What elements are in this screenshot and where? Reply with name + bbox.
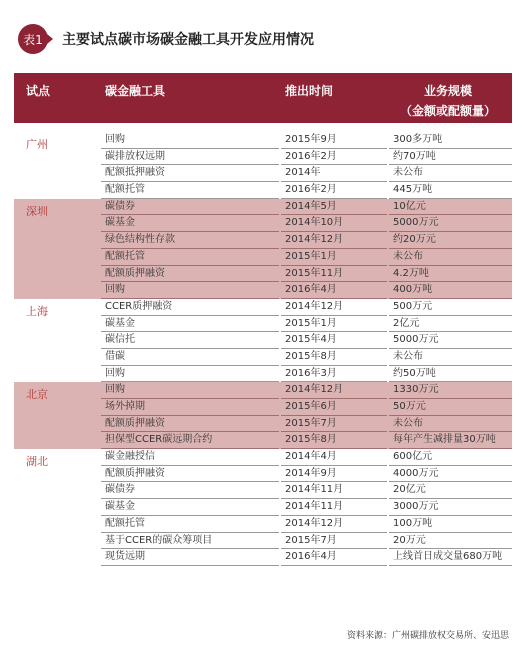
header-city: 试点	[26, 84, 51, 98]
scale-cell: 约20万元	[389, 232, 512, 249]
scale-cell: 未公布	[389, 165, 512, 182]
table-row	[14, 215, 512, 232]
time-cell: 2014年10月	[281, 215, 387, 232]
time-cell: 2016年4月	[281, 549, 387, 566]
tool-cell: 碳基金	[101, 499, 279, 516]
time-cell: 2015年8月	[281, 349, 387, 366]
scale-cell: 4.2万吨	[389, 266, 512, 283]
time-cell: 2015年4月	[281, 332, 387, 349]
table-row	[14, 182, 512, 199]
scale-cell: 未公布	[389, 349, 512, 366]
time-cell: 2014年4月	[281, 449, 387, 466]
scale-cell: 300多万吨	[389, 132, 512, 149]
table-row	[14, 416, 512, 433]
header-scale-line1: 业务规模	[423, 84, 472, 98]
table-row	[14, 299, 512, 316]
time-cell: 2015年7月	[281, 533, 387, 550]
tool-cell: 借碳	[101, 349, 279, 366]
scale-cell: 每年产生减排量30万吨	[389, 432, 512, 449]
time-cell: 2014年9月	[281, 466, 387, 483]
scale-cell: 600亿元	[389, 449, 512, 466]
scale-cell: 4000万元	[389, 466, 512, 483]
tool-cell: 碳基金	[101, 316, 279, 333]
time-cell: 2014年12月	[281, 516, 387, 533]
tool-cell: 碳基金	[101, 215, 279, 232]
time-cell: 2016年4月	[281, 282, 387, 299]
header-time: 推出时间	[285, 84, 334, 98]
table-header	[14, 73, 512, 123]
time-cell: 2014年12月	[281, 232, 387, 249]
scale-cell: 未公布	[389, 416, 512, 433]
tool-cell: 碳金融授信	[101, 449, 279, 466]
city-group	[14, 132, 512, 199]
table-row	[14, 249, 512, 266]
table-row	[14, 132, 512, 149]
tool-cell: 基于CCER的碳众筹项目	[101, 533, 279, 550]
scale-cell: 20万元	[389, 533, 512, 550]
time-cell: 2015年1月	[281, 316, 387, 333]
scale-cell: 5000万元	[389, 215, 512, 232]
time-cell: 2014年	[281, 165, 387, 182]
table-row	[14, 499, 512, 516]
tool-cell: 回购	[101, 282, 279, 299]
scale-cell: 10亿元	[389, 199, 512, 216]
time-cell: 2016年2月	[281, 149, 387, 166]
tool-cell: 配额托管	[101, 182, 279, 199]
tool-cell: 配额质押融资	[101, 416, 279, 433]
city-group	[14, 382, 512, 449]
city-label: 深圳	[26, 204, 48, 218]
table-row	[14, 232, 512, 249]
tool-cell: 担保型CCER碳远期合约	[101, 432, 279, 449]
table-row	[14, 533, 512, 550]
time-cell: 2014年12月	[281, 382, 387, 399]
tool-cell: 回购	[101, 366, 279, 383]
time-cell: 2015年11月	[281, 266, 387, 283]
scale-cell: 445万吨	[389, 182, 512, 199]
time-cell: 2015年8月	[281, 432, 387, 449]
table-row	[14, 316, 512, 333]
scale-cell: 50万元	[389, 399, 512, 416]
scale-cell: 100万吨	[389, 516, 512, 533]
city-label: 广州	[26, 138, 48, 151]
scale-cell: 约70万吨	[389, 149, 512, 166]
time-cell: 2015年1月	[281, 249, 387, 266]
scale-cell: 500万元	[389, 299, 512, 316]
tool-cell: 配额质押融资	[101, 266, 279, 283]
time-cell: 2014年11月	[281, 499, 387, 516]
table-row	[14, 349, 512, 366]
table-row	[14, 449, 512, 466]
tool-cell: 绿色结构性存款	[101, 232, 279, 249]
scale-cell: 2亿元	[389, 316, 512, 333]
tool-cell: 配额托管	[101, 249, 279, 266]
city-label: 湖北	[26, 455, 48, 469]
time-cell: 2015年9月	[281, 132, 387, 149]
time-cell: 2015年7月	[281, 416, 387, 433]
table-row	[14, 399, 512, 416]
tool-cell: 配额托管	[101, 516, 279, 533]
scale-cell: 未公布	[389, 249, 512, 266]
table-caption	[18, 24, 314, 54]
tool-cell: 回购	[101, 382, 279, 399]
tool-cell: 回购	[101, 132, 279, 149]
tool-cell: 碳债券	[101, 199, 279, 216]
tool-cell: 碳债券	[101, 482, 279, 499]
tool-cell: 场外掉期	[101, 399, 279, 416]
table-row	[14, 332, 512, 349]
table-row	[14, 482, 512, 499]
scale-cell: 5000万元	[389, 332, 512, 349]
table-row	[14, 266, 512, 283]
time-cell: 2014年11月	[281, 482, 387, 499]
tool-cell: 配额质押融资	[101, 466, 279, 483]
scale-cell: 约50万吨	[389, 366, 512, 383]
city-label: 上海	[26, 304, 48, 318]
table-row	[14, 432, 512, 449]
table-row	[14, 149, 512, 166]
header-scale-line2: （金额或配额量）	[399, 104, 496, 118]
table-title: 主要试点碳市场碳金融工具开发应用情况	[62, 32, 314, 48]
table-row	[14, 282, 512, 299]
table-body	[14, 132, 512, 566]
header-scale	[393, 82, 503, 119]
tool-cell: CCER质押融资	[101, 299, 279, 316]
city-group	[14, 449, 512, 566]
city-label: 北京	[26, 388, 48, 402]
table-row	[14, 366, 512, 383]
time-cell: 2014年12月	[281, 299, 387, 316]
scale-cell: 上线首日成交量680万吨	[389, 549, 512, 566]
tool-cell: 现货远期	[101, 549, 279, 566]
tool-cell: 碳信托	[101, 332, 279, 349]
time-cell: 2016年3月	[281, 366, 387, 383]
tool-cell: 配额抵押融资	[101, 165, 279, 182]
city-group	[14, 299, 512, 382]
table-row	[14, 382, 512, 399]
table-row	[14, 466, 512, 483]
scale-cell: 20亿元	[389, 482, 512, 499]
scale-cell: 400万吨	[389, 282, 512, 299]
time-cell: 2015年6月	[281, 399, 387, 416]
table-row	[14, 165, 512, 182]
scale-cell: 3000万元	[389, 499, 512, 516]
table-row	[14, 549, 512, 566]
time-cell: 2014年5月	[281, 199, 387, 216]
tool-cell: 碳排放权远期	[101, 149, 279, 166]
scale-cell: 1330万元	[389, 382, 512, 399]
time-cell: 2016年2月	[281, 182, 387, 199]
table-row	[14, 199, 512, 216]
table-row	[14, 516, 512, 533]
table-number-badge: 表1	[18, 24, 48, 54]
city-group	[14, 199, 512, 299]
header-tool: 碳金融工具	[105, 84, 166, 98]
source-note: 资料来源：广州碳排放权交易所、安迅思	[346, 631, 509, 641]
